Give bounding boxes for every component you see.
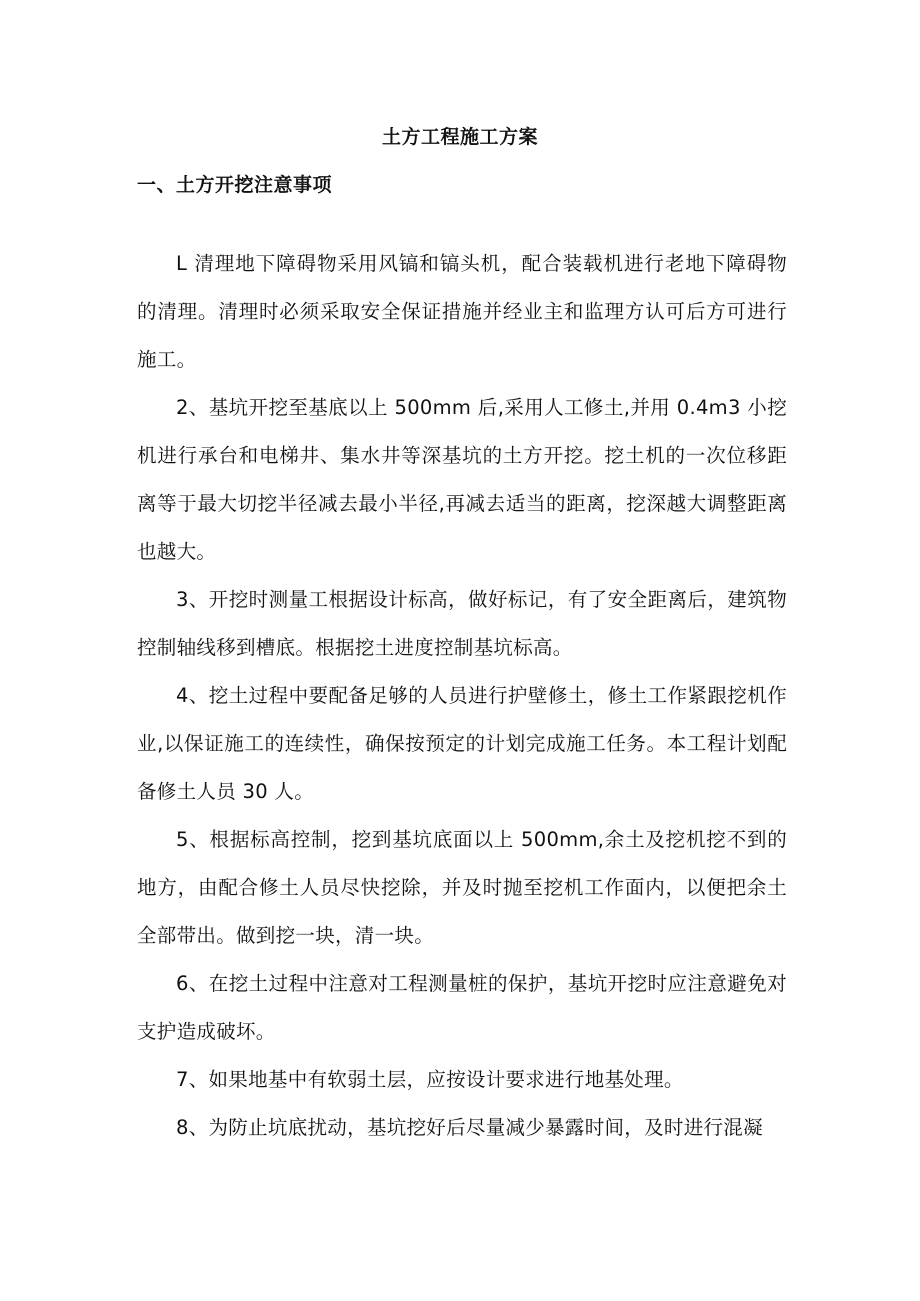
section-heading: 一、土方开挖注意事项 — [137, 174, 333, 196]
paragraph-1: L 清理地下障碍物采用风镐和镐头机，配合装载机进行老地下障碍物的清理。清理时必须采取安全保证措施并经业主和监理方认可后方可进行施工。 — [137, 252, 787, 371]
paragraph-8: 8、为防止坑底扰动，基坑挖好后尽量减少暴露时间，及时进行混凝 — [176, 1116, 763, 1139]
paragraph-7: 7、如果地基中有软弱土层，应按设计要求进行地基处理。 — [176, 1068, 684, 1091]
document-body — [137, 240, 787, 1152]
paragraph-4: 4、挖土过程中要配备足够的人员进行护壁修土，修土工作紧跟挖机作业,以保证施工的连续性，确保按预定的计划完成施工任务。本工程计划配备修土人员 30 人。 — [137, 684, 787, 803]
paragraph-3: 3、开挖时测量工根据设计标高，做好标记，有了安全距离后，建筑物控制轴线移到槽底。根据挖土进度控制基坑标高。 — [137, 588, 787, 659]
document-title: 土方工程施工方案 — [381, 126, 538, 148]
paragraph-6: 6、在挖土过程中注意对工程测量桩的保护，基坑开挖时应注意避免对支护造成破坏。 — [137, 972, 787, 1043]
paragraph-2: 2、基坑开挖至基底以上 500mm 后,采用人工修土,并用 0.4m3 小挖机进行承台和电梯井、集水井等深基坑的土方开挖。挖土机的一次位移距离等于最大切挖半径减去最小半径,再减去适当的距离，挖深越大调整距离也越大。 — [137, 396, 787, 563]
paragraph-5: 5、根据标高控制，挖到基坑底面以上 500mm,余土及挖机挖不到的地方，由配合修土人员尽快挖除，并及时抛至挖机工作面内，以便把余土全部带出。做到挖一块，清一块。 — [137, 828, 787, 947]
